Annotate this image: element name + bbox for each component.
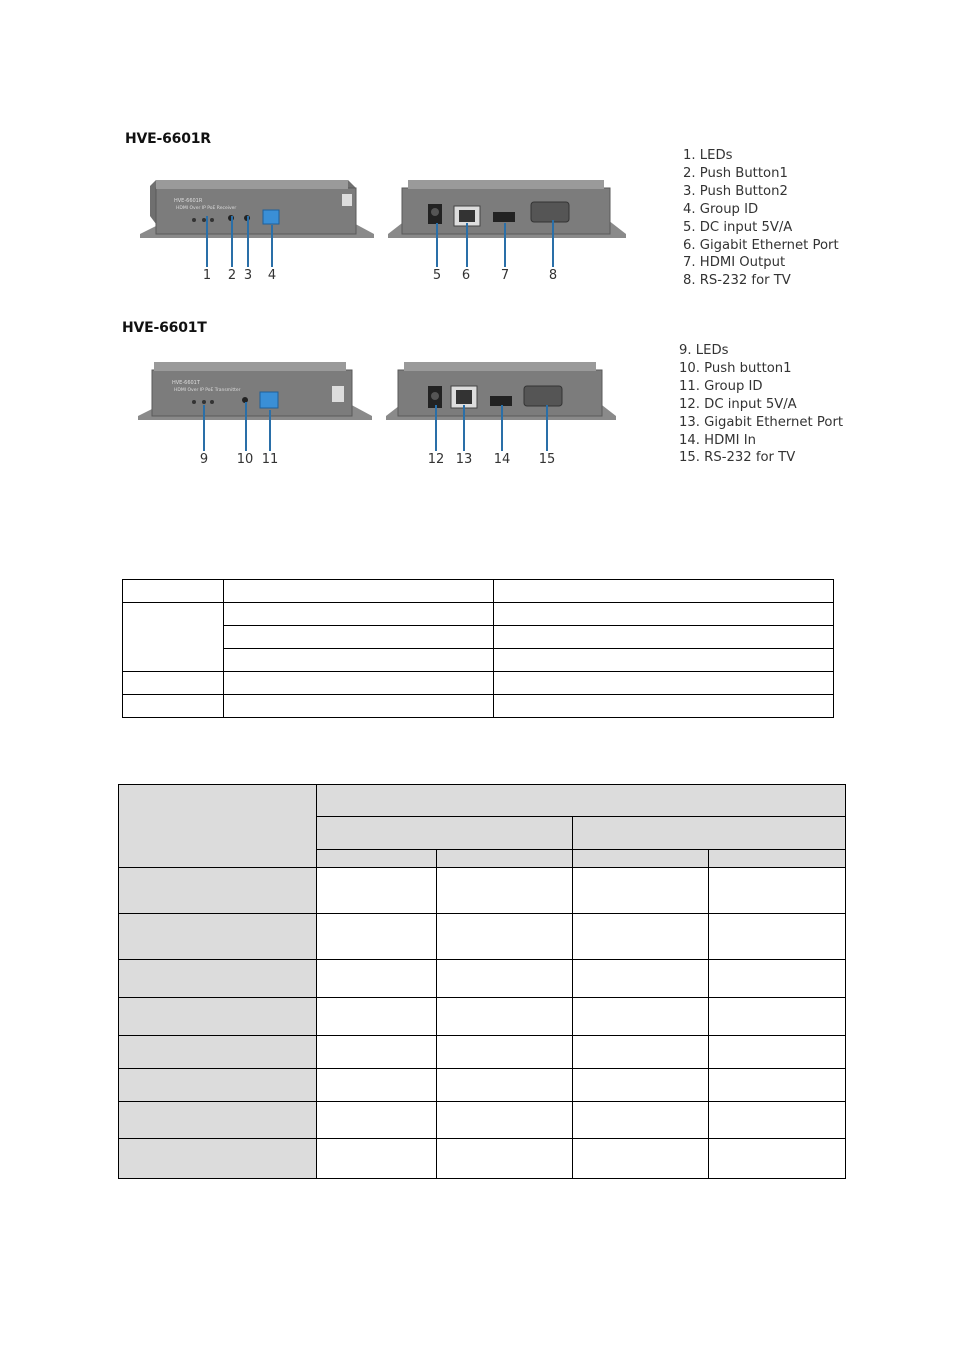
receiver-legend-item: 5. DC input 5V/A — [683, 219, 793, 235]
svg-text:HVE-6601R: HVE-6601R — [174, 198, 203, 204]
callout-line — [269, 410, 271, 451]
table-row-header — [119, 1139, 317, 1179]
table-cell — [494, 626, 834, 649]
table-header-cell — [437, 850, 573, 868]
transmitter-legend-item: 10. Push button1 — [679, 360, 792, 376]
table-cell — [437, 914, 573, 960]
table-row-header — [119, 914, 317, 960]
transmitter-legend-item: 11. Group ID — [679, 378, 763, 394]
transmitter-front-photo — [136, 356, 374, 424]
receiver-callout-1: 1 — [202, 268, 212, 283]
table-cell — [709, 1069, 846, 1102]
callout-line — [206, 216, 208, 267]
transmitter-callout-10: 10 — [236, 452, 254, 467]
callout-line — [504, 223, 506, 267]
table-cell — [573, 1069, 709, 1102]
receiver-legend-item: 8. RS-232 for TV — [683, 273, 791, 289]
callout-line — [552, 220, 554, 267]
callout-line — [247, 216, 249, 267]
table-row-header — [119, 1102, 317, 1139]
receiver-callout-7: 7 — [500, 268, 510, 283]
table-cell — [709, 1139, 846, 1179]
table-cell — [317, 868, 437, 914]
table-cell — [573, 914, 709, 960]
transmitter-legend-item: 9. LEDs — [679, 343, 729, 358]
table-cell — [224, 695, 494, 718]
table-cell — [317, 1069, 437, 1102]
table-cell — [437, 1139, 573, 1179]
receiver-rear-photo — [386, 172, 628, 242]
spec-table — [118, 784, 846, 1179]
table-cell — [224, 649, 494, 672]
table-cell — [123, 603, 224, 672]
table-cell — [317, 998, 437, 1036]
transmitter-legend — [679, 342, 843, 467]
table-row-header — [119, 1069, 317, 1102]
transmitter-callout-9: 9 — [199, 452, 209, 467]
table-cell — [573, 1139, 709, 1179]
table-header-cell — [709, 850, 846, 868]
table-cell — [317, 1139, 437, 1179]
callout-line — [203, 405, 205, 451]
transmitter-legend-item: 12. DC input 5V/A — [679, 396, 797, 412]
table-cell — [573, 1036, 709, 1069]
receiver-callout-3: 3 — [243, 268, 253, 283]
receiver-legend — [683, 147, 839, 290]
receiver-legend-item: 7. HDMI Output — [683, 255, 786, 271]
callout-line — [271, 225, 273, 267]
callout-line — [501, 405, 503, 451]
table-cell — [317, 914, 437, 960]
receiver-model-title: HVE-6601R — [125, 131, 211, 147]
table-cell — [709, 914, 846, 960]
transmitter-legend-item: 14. HDMI In — [679, 432, 756, 448]
table-header-cell — [573, 850, 709, 868]
table-cell — [437, 1069, 573, 1102]
receiver-legend-item: 2. Push Button1 — [683, 165, 788, 181]
table-cell — [437, 1036, 573, 1069]
table-row-header — [119, 960, 317, 998]
transmitter-callout-12: 12 — [427, 452, 445, 467]
receiver-front-photo — [138, 172, 376, 242]
table-header-cell — [317, 850, 437, 868]
callout-line — [245, 402, 247, 451]
table-cell — [709, 1036, 846, 1069]
table-cell — [123, 695, 224, 718]
table-cell — [709, 868, 846, 914]
table-cell — [123, 672, 224, 695]
table-cell — [317, 960, 437, 998]
table-cell — [494, 603, 834, 626]
table-row-header — [119, 1036, 317, 1069]
table-cell — [317, 1036, 437, 1069]
callout-line — [466, 223, 468, 267]
table-header-cell — [573, 817, 846, 850]
transmitter-model-title: HVE-6601T — [122, 320, 207, 336]
table-cell — [494, 649, 834, 672]
receiver-callout-2: 2 — [227, 268, 237, 283]
receiver-legend-item: 3. Push Button2 — [683, 183, 788, 199]
callout-line — [435, 405, 437, 451]
svg-text:HDMI Over IP PoE Receiver: HDMI Over IP PoE Receiver — [176, 206, 237, 211]
table-cell — [709, 1102, 846, 1139]
table-header-cell — [317, 817, 573, 850]
callout-line — [436, 223, 438, 267]
svg-text:HDMI Over IP PoE Transmitter: HDMI Over IP PoE Transmitter — [174, 388, 241, 393]
table-header-cell — [119, 785, 317, 868]
receiver-legend-item: 1. LEDs — [683, 148, 733, 163]
table-row-header — [119, 868, 317, 914]
receiver-callout-6: 6 — [461, 268, 471, 283]
table-cell — [437, 868, 573, 914]
led-table — [122, 579, 834, 718]
transmitter-callout-11: 11 — [261, 452, 279, 467]
table-cell — [494, 580, 834, 603]
callout-line — [546, 405, 548, 451]
table-cell — [573, 1102, 709, 1139]
receiver-legend-item: 6. Gigabit Ethernet Port — [683, 237, 839, 253]
transmitter-legend-item: 13. Gigabit Ethernet Port — [679, 414, 844, 430]
table-cell — [123, 580, 224, 603]
table-cell — [437, 998, 573, 1036]
transmitter-legend-item: 15. RS-232 for TV — [679, 450, 796, 466]
transmitter-callout-15: 15 — [538, 452, 556, 467]
svg-text:HVE-6601T: HVE-6601T — [172, 380, 200, 386]
table-cell — [224, 580, 494, 603]
table-cell — [573, 998, 709, 1036]
table-cell — [224, 626, 494, 649]
table-header-cell — [317, 785, 846, 817]
callout-line — [463, 405, 465, 451]
table-cell — [437, 960, 573, 998]
table-row-header — [119, 998, 317, 1036]
table-cell — [709, 998, 846, 1036]
table-cell — [573, 868, 709, 914]
receiver-callout-8: 8 — [548, 268, 558, 283]
receiver-callout-4: 4 — [267, 268, 277, 283]
table-cell — [494, 695, 834, 718]
table-cell — [317, 1102, 437, 1139]
callout-line — [231, 216, 233, 267]
table-cell — [224, 603, 494, 626]
table-cell — [437, 1102, 573, 1139]
receiver-legend-item: 4. Group ID — [683, 201, 759, 217]
table-cell — [573, 960, 709, 998]
receiver-callout-5: 5 — [432, 268, 442, 283]
table-cell — [709, 960, 846, 998]
table-cell — [494, 672, 834, 695]
transmitter-callout-13: 13 — [455, 452, 473, 467]
transmitter-callout-14: 14 — [493, 452, 511, 467]
table-cell — [224, 672, 494, 695]
